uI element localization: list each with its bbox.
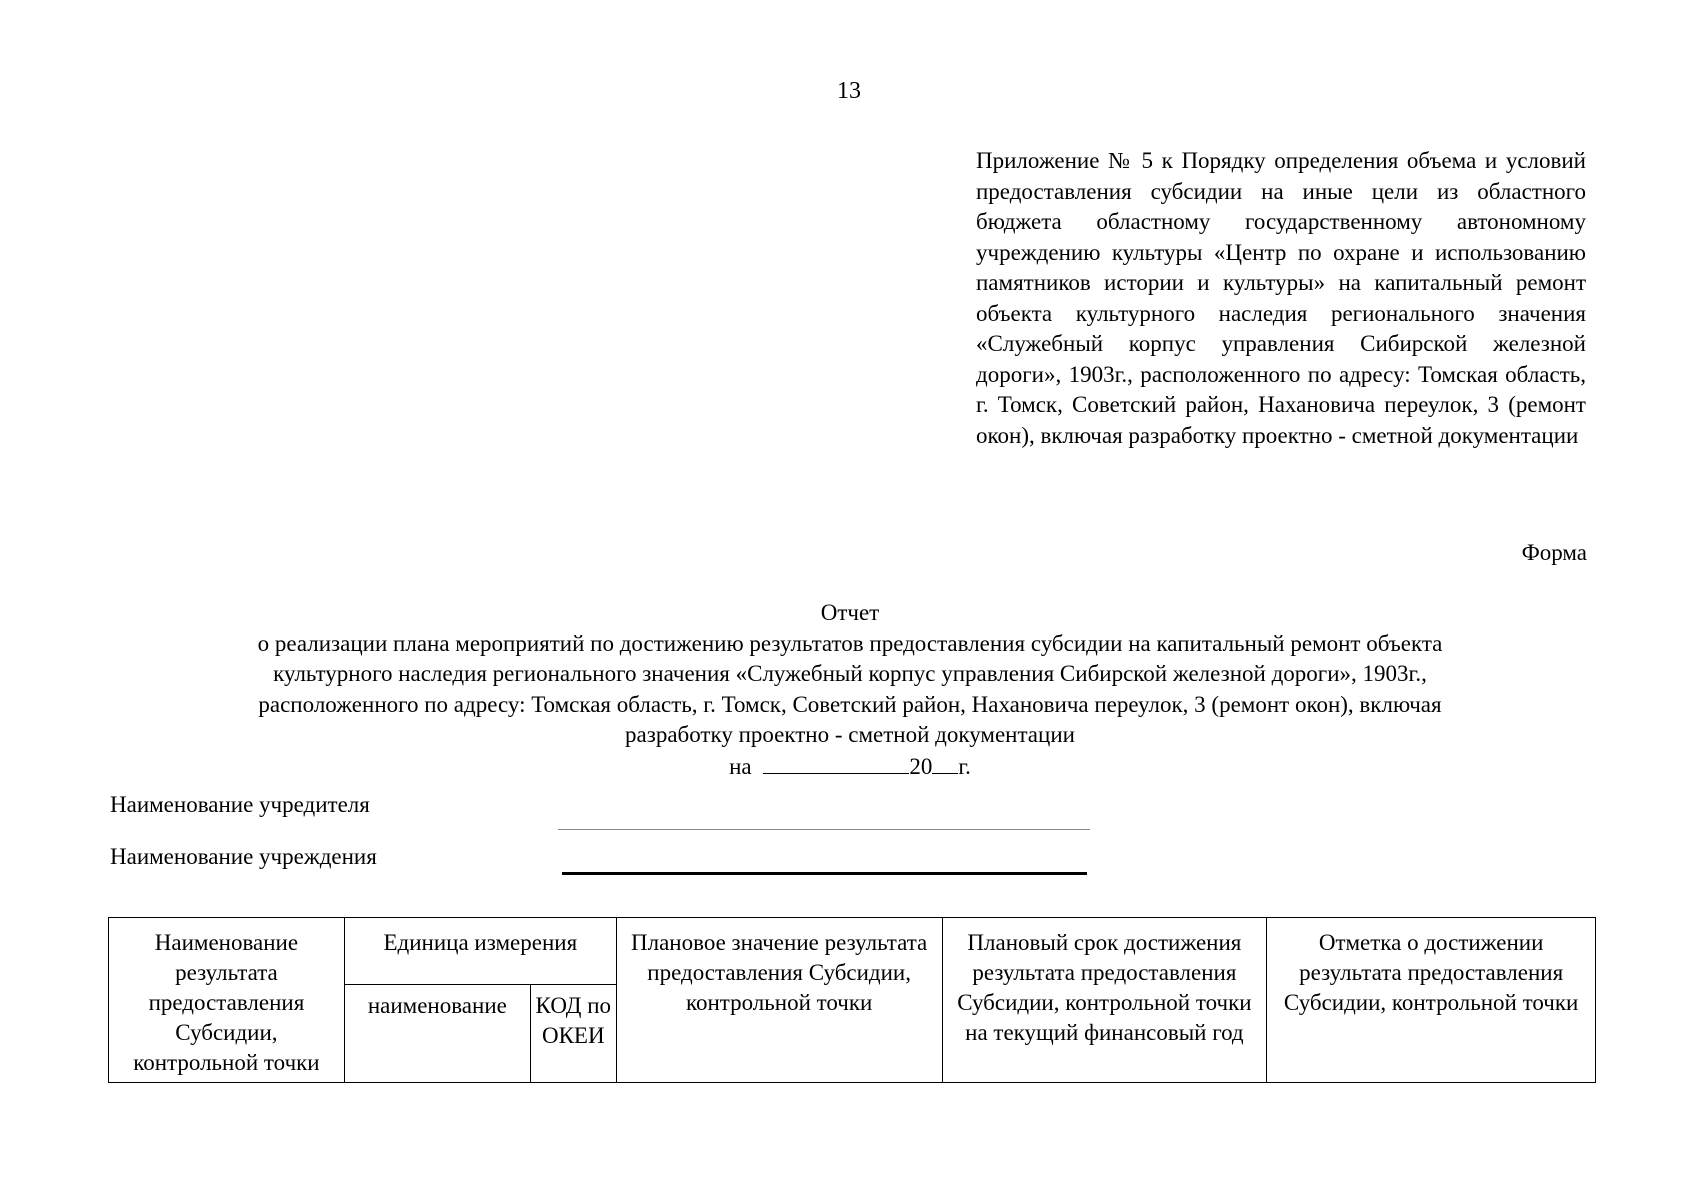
page-number: 13 bbox=[837, 78, 861, 104]
founder-blank-line[interactable] bbox=[558, 829, 1090, 830]
report-title-line: расположенного по адресу: Томская область, г. Томск, Советский район, Нахановича переулок, 3 (ремонт окон), включая bbox=[258, 691, 1442, 717]
year-blank-field[interactable] bbox=[932, 751, 958, 774]
header-result-name: Наименование результата предоставления Субсидии, контрольной точки bbox=[109, 918, 345, 1083]
report-title-line: разработку проектно - сметной документации bbox=[625, 722, 1075, 747]
appendix-note: Приложение № 5 к Порядку определения объема и условий предоставления субсидии на иные цели из областного бюджета областному государственному автономному учреждению культуры «Центр по охране и использованию памятников истории и культуры» на капитальный ремонт объекта культурного наследия регионального значения «Служебный корпус управления Сибирской железной дороги», 1903г., расположенного по адресу: Томская область, г. Томск, Советский район, Нахановича переулок, 3 (ремонт окон), включая разработку проектно - сметной документации bbox=[976, 148, 1586, 448]
header-planned-value: Плановое значение результата предоставления Субсидии, контрольной точки bbox=[616, 918, 942, 1083]
report-heading: Отчет bbox=[820, 600, 880, 625]
header-unit-code: КОД по ОКЕИ bbox=[530, 985, 616, 1083]
report-title-line: культурного наследия регионального значения «Служебный корпус управления Сибирской железной дороги», 1903г., bbox=[273, 661, 1427, 686]
founder-label: Наименование учредителя bbox=[110, 792, 370, 817]
report-title-line: о реализации плана мероприятий по достижению результатов предоставления субсидии на капитальный ремонт объекта bbox=[257, 630, 1443, 656]
header-achievement-mark: Отметка о достижении результата предоставления Субсидии, контрольной точки bbox=[1267, 918, 1596, 1083]
report-date-line bbox=[150, 751, 1550, 783]
institution-blank-line[interactable] bbox=[562, 872, 1087, 875]
date-suffix: г. bbox=[958, 753, 971, 779]
institution-label: Наименование учреждения bbox=[110, 844, 377, 869]
date-blank-field[interactable] bbox=[763, 751, 909, 774]
header-unit-name: наименование bbox=[344, 985, 530, 1083]
date-prefix: на bbox=[729, 753, 752, 779]
header-unit: Единица измерения bbox=[344, 918, 616, 985]
results-table bbox=[108, 917, 1596, 1083]
form-label: Форма bbox=[1521, 540, 1587, 565]
header-planned-deadline: Плановый срок достижения результата предоставления Субсидии, контрольной точки на текущий финансовый год bbox=[942, 918, 1267, 1083]
table-header-row bbox=[109, 918, 1596, 985]
report-title bbox=[150, 598, 1550, 782]
date-year-prefix: 20 bbox=[909, 753, 933, 779]
